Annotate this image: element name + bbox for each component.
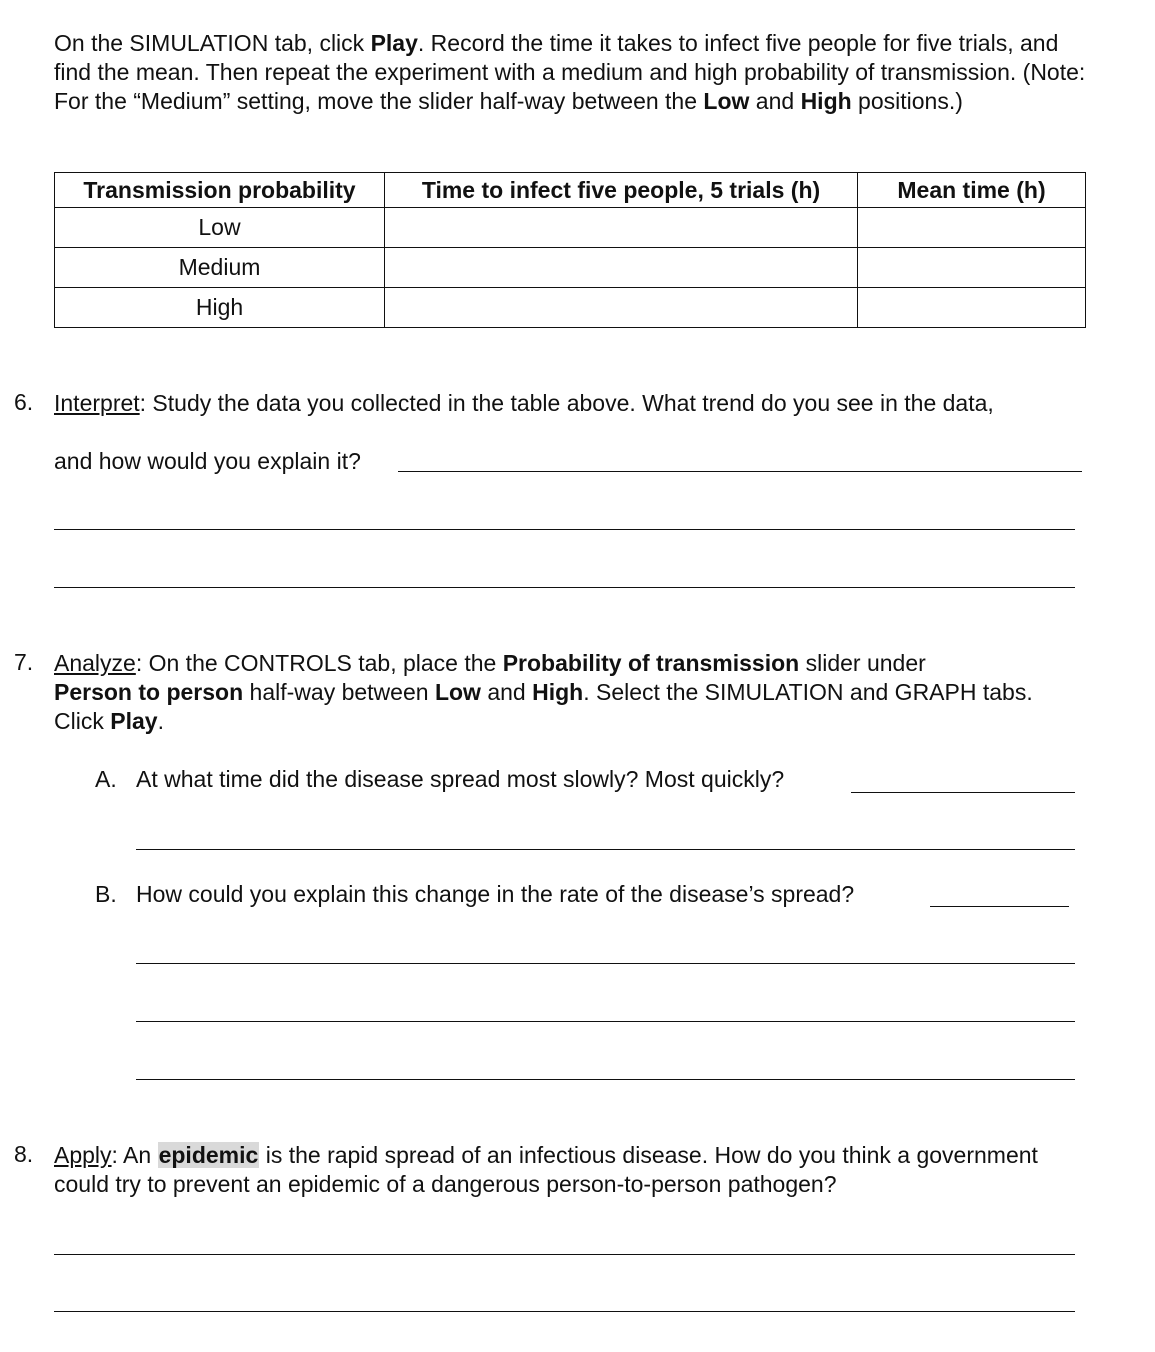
question-7a-letter: A.: [95, 766, 117, 792]
intro-text-1: On the SIMULATION tab, click: [54, 30, 371, 56]
intro-text-3: and: [749, 88, 801, 114]
intro-bold-low: Low: [703, 88, 750, 114]
intro-text-2: . Record the time it takes to infect five people for five trials, and find the mean. Then repeat the experiment with a medium and high probability of transmission. (Note: For the “Medium” setting, move the slider half-way between the: [54, 30, 1086, 114]
transmission-data-table: [54, 172, 1086, 328]
header-time-to-infect: Time to infect five people, 5 trials (h): [385, 173, 858, 208]
question-7-number: 7.: [14, 649, 34, 675]
answer-line-8-2[interactable]: [54, 1311, 1075, 1312]
question-7-bold-low: Low: [434, 679, 481, 705]
question-8-text: [54, 1141, 1064, 1199]
row-label-medium: Medium: [55, 248, 385, 288]
question-6-keyword: Interpret: [54, 390, 140, 416]
cell-mean-high[interactable]: [858, 288, 1086, 328]
answer-line-6-3[interactable]: [54, 587, 1075, 588]
question-7-text-2: slider under: [799, 650, 926, 676]
question-7-text-4: and: [480, 679, 533, 705]
intro-instructions: [54, 29, 1094, 116]
table-header-row: [55, 173, 1086, 208]
answer-line-6-2[interactable]: [54, 529, 1075, 530]
intro-bold-play: Play: [370, 30, 418, 56]
cell-mean-low[interactable]: [858, 208, 1086, 248]
answer-line-7b-1[interactable]: [930, 906, 1069, 907]
question-7-bold-probability: Probability of transmission: [502, 650, 800, 676]
cell-mean-medium[interactable]: [858, 248, 1086, 288]
question-7b-text: How could you explain this change in the rate of the disease’s spread?: [136, 881, 855, 907]
question-6-text-1: : Study the data you collected in the table above. What trend do you see in the data,: [139, 390, 994, 416]
row-label-low: Low: [55, 208, 385, 248]
question-6-line-1: [54, 389, 994, 418]
question-7a-text: At what time did the disease spread most slowly? Most quickly?: [136, 766, 785, 792]
question-8-text-1: : An: [111, 1142, 158, 1168]
question-7-text-6: .: [157, 708, 164, 734]
cell-times-low[interactable]: [385, 208, 858, 248]
answer-line-6-1[interactable]: [398, 471, 1082, 472]
question-7-text-3: half-way between: [243, 679, 435, 705]
table-row: [55, 288, 1086, 328]
table-row: [55, 208, 1086, 248]
answer-line-7b-2[interactable]: [136, 963, 1075, 964]
cell-times-high[interactable]: [385, 288, 858, 328]
question-8-number: 8.: [14, 1141, 34, 1167]
question-8-text-2: is the rapid spread of an infectious disease. How do you think a government could try to prevent an epidemic of a dangerous person-to-person pathogen?: [54, 1142, 1038, 1197]
header-mean-time: Mean time (h): [858, 173, 1086, 208]
intro-text-4: positions.): [851, 88, 963, 114]
question-7-text-1: : On the CONTROLS tab, place the: [135, 650, 503, 676]
answer-line-8-1[interactable]: [54, 1254, 1075, 1255]
intro-bold-high: High: [800, 88, 852, 114]
question-7-bold-play: Play: [110, 708, 158, 734]
answer-line-7a-2[interactable]: [136, 849, 1075, 850]
highlighted-term-epidemic: epidemic: [158, 1142, 259, 1168]
row-label-high: High: [55, 288, 385, 328]
question-8-keyword: Apply: [54, 1142, 112, 1168]
question-6-line-2: and how would you explain it?: [54, 448, 361, 474]
question-7-text: [54, 649, 1084, 736]
question-7-keyword: Analyze: [54, 650, 136, 676]
question-7-bold-person: Person to person: [54, 679, 244, 705]
question-7b-letter: B.: [95, 881, 117, 907]
table-row: [55, 248, 1086, 288]
question-7-bold-high: High: [532, 679, 584, 705]
question-6-number: 6.: [14, 389, 34, 415]
answer-line-7b-3[interactable]: [136, 1021, 1075, 1022]
header-transmission-probability: Transmission probability: [55, 173, 385, 208]
cell-times-medium[interactable]: [385, 248, 858, 288]
answer-line-7b-4[interactable]: [136, 1079, 1075, 1080]
question-7-text-5: . Select the SIMULATION and GRAPH tabs. Click: [54, 679, 1033, 734]
answer-line-7a-1[interactable]: [851, 792, 1075, 793]
